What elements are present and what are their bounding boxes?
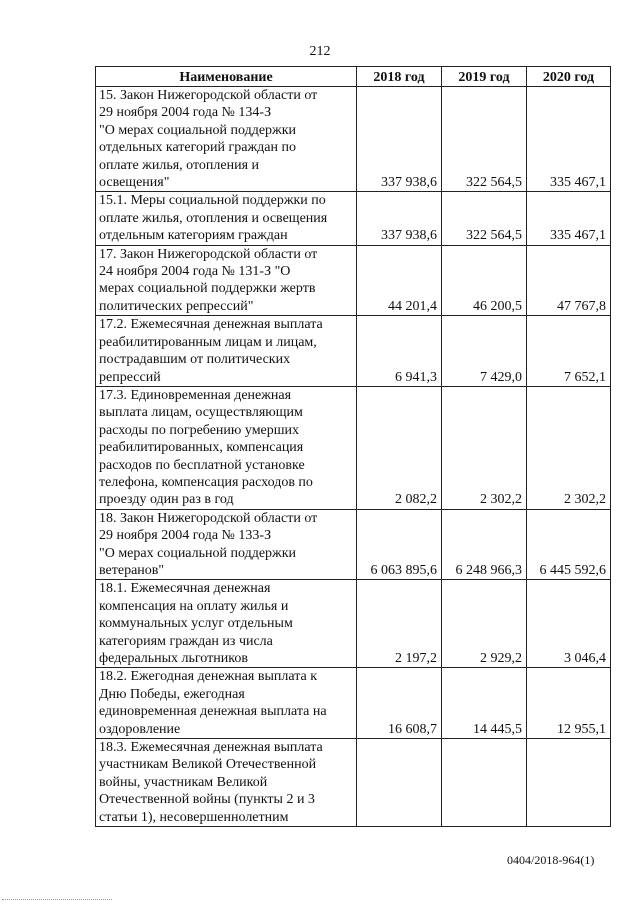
value-cell-2020: 47 767,8 (527, 245, 611, 316)
value-cell-2020 (527, 739, 611, 827)
value-cell-2020: 7 652,1 (527, 316, 611, 387)
value-cell-2019: 2 929,2 (442, 580, 527, 668)
row-name-line: 18.1. Ежемесячная денежная (99, 581, 271, 597)
row-name-line: выплата лицам, осуществляющим (99, 405, 303, 421)
row-name-line: телефона, компенсация расходов по (99, 474, 313, 490)
row-name-line: реабилитированных, компенсация (99, 440, 304, 456)
value-cell-2018: 6 063 895,6 (357, 509, 442, 580)
table-row (96, 87, 611, 192)
row-name-line: реабилитированным лицам и лицам, (99, 334, 317, 350)
value-cell-2018 (357, 739, 442, 827)
value-cell-2018: 16 608,7 (357, 668, 442, 739)
value-cell-2020: 335 467,1 (527, 192, 611, 245)
table-row (96, 739, 611, 827)
value-cell-2019: 14 445,5 (442, 668, 527, 739)
row-name-line: отдельным категориям граждан (99, 228, 288, 244)
value-cell-2018: 2 082,2 (357, 386, 442, 509)
table-row (96, 668, 611, 739)
row-name-line: политических репрессий" (99, 298, 254, 314)
table-row (96, 245, 611, 316)
value-cell-2019 (442, 739, 527, 827)
table-row (96, 386, 611, 509)
row-name-line: мерах социальной поддержки жертв (99, 281, 316, 297)
value-cell-2020: 3 046,4 (527, 580, 611, 668)
column-header-name: Наименование (96, 67, 357, 87)
value-cell-2020: 6 445 592,6 (527, 509, 611, 580)
row-name-line: 18. Закон Нижегородской области от (99, 510, 318, 526)
row-name-line: 17. Закон Нижегородской области от (99, 246, 318, 262)
table-row (96, 192, 611, 245)
row-name-line: ветеранов" (99, 562, 165, 578)
column-header-2020: 2020 год (527, 67, 611, 87)
row-name-cell (96, 580, 357, 668)
row-name-line: категориям граждан из числа (99, 633, 273, 649)
row-name-line: репрессий (99, 369, 161, 385)
value-cell-2018: 44 201,4 (357, 245, 442, 316)
row-name-cell (96, 668, 357, 739)
row-name-line: федеральных льготников (99, 651, 248, 666)
page-number: 212 (309, 44, 331, 59)
table-row (96, 509, 611, 580)
row-name-line: оплате жилья, отопления и (99, 157, 259, 173)
row-name-cell (96, 316, 357, 387)
row-name-line: оплате жилья, отопления и освещения (99, 210, 328, 226)
row-name-line: освещения" (99, 175, 170, 191)
row-name-line: "О мерах социальной поддержки (99, 545, 297, 561)
row-name-line: войны, участникам Великой (99, 774, 268, 790)
value-cell-2018: 6 941,3 (357, 316, 442, 387)
budget-table (95, 66, 611, 827)
row-name-cell (96, 509, 357, 580)
row-name-line: коммунальных услуг отдельным (99, 616, 293, 632)
row-name-line: пострадавшим от политических (99, 352, 291, 368)
row-name-line: 17.3. Единовременная денежная (99, 387, 292, 403)
value-cell-2019: 7 429,0 (442, 316, 527, 387)
row-name-cell (96, 739, 357, 827)
value-cell-2019: 322 564,5 (442, 87, 527, 192)
scan-edge-mark (2, 899, 112, 903)
row-name-line: 18.2. Ежегодная денежная выплата к (99, 669, 318, 685)
row-name-line: отдельных категорий граждан по (99, 140, 296, 156)
value-cell-2018: 337 938,6 (357, 192, 442, 245)
row-name-line: оздоровление (99, 721, 181, 737)
value-cell-2020: 12 955,1 (527, 668, 611, 739)
row-name-line: 15.1. Меры социальной поддержки по (99, 193, 326, 209)
column-header-2019: 2019 год (442, 67, 527, 87)
row-name-line: 15. Закон Нижегородской области от (99, 88, 318, 103)
row-name-cell (96, 87, 357, 192)
row-name-line: единовременная денежная выплата на (99, 704, 327, 720)
row-name-line: компенсация на оплату жилья и (99, 598, 289, 614)
column-header-2018: 2018 год (357, 67, 442, 87)
table-header-row (96, 67, 611, 87)
row-name-line: проезду один раз в год (99, 492, 234, 508)
value-cell-2018: 2 197,2 (357, 580, 442, 668)
row-name-line: Отечественной войны (пункты 2 и 3 (99, 792, 315, 808)
value-cell-2018: 337 938,6 (357, 87, 442, 192)
row-name-line: 18.3. Ежемесячная денежная выплата (99, 740, 323, 756)
document-code: 0404/2018-964(1) (507, 853, 595, 867)
value-cell-2019: 2 302,2 (442, 386, 527, 509)
value-cell-2019: 6 248 966,3 (442, 509, 527, 580)
row-name-line: Дню Победы, ежегодная (99, 686, 245, 702)
row-name-line: 29 ноября 2004 года № 133-З (99, 528, 272, 544)
value-cell-2020: 2 302,2 (527, 386, 611, 509)
value-cell-2020: 335 467,1 (527, 87, 611, 192)
row-name-line: 17.2. Ежемесячная денежная выплата (99, 317, 323, 333)
row-name-line: "О мерах социальной поддержки (99, 122, 297, 138)
row-name-line: участникам Великой Отечественной (99, 757, 317, 773)
row-name-cell (96, 386, 357, 509)
row-name-cell (96, 245, 357, 316)
table-body (96, 87, 611, 827)
row-name-cell (96, 192, 357, 245)
row-name-line: 24 ноября 2004 года № 131-З "О (99, 264, 291, 280)
row-name-line: статьи 1), несовершеннолетним (99, 809, 289, 825)
table-row (96, 580, 611, 668)
row-name-line: расходы по погребению умерших (99, 422, 300, 438)
row-name-line: 29 ноября 2004 года № 134-З (99, 105, 272, 121)
row-name-line: расходов по бесплатной установке (99, 457, 305, 473)
table-row (96, 316, 611, 387)
value-cell-2019: 46 200,5 (442, 245, 527, 316)
value-cell-2019: 322 564,5 (442, 192, 527, 245)
